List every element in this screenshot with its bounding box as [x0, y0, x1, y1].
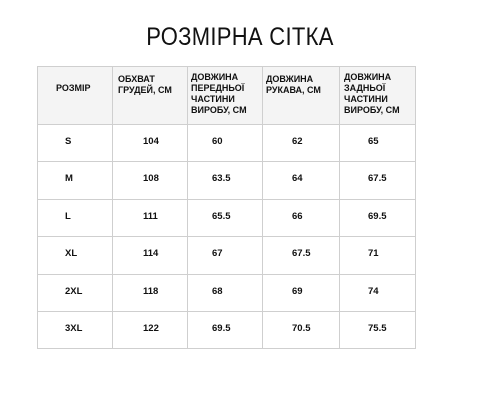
cell-chest: 104 — [143, 136, 159, 147]
cell-front-length: 63.5 — [212, 173, 231, 184]
column-divider — [187, 66, 188, 349]
cell-front-length: 69.5 — [212, 323, 231, 334]
table-border-bottom — [37, 348, 416, 349]
cell-size: XL — [65, 248, 78, 259]
cell-sleeve-length: 64 — [292, 173, 303, 184]
cell-back-length: 74 — [368, 286, 379, 297]
cell-sleeve-length: 70.5 — [292, 323, 311, 334]
cell-size: 2XL — [65, 286, 83, 297]
table-divider — [37, 161, 416, 162]
cell-back-length: 67.5 — [368, 173, 387, 184]
cell-back-length: 65 — [368, 136, 379, 147]
header-size: РОЗМІР — [56, 83, 91, 93]
cell-size: 3XL — [65, 323, 83, 334]
table-border-right — [415, 66, 416, 349]
cell-size: M — [65, 173, 73, 184]
header-back-length: ДОВЖИНА ЗАДНЬОЇ ЧАСТИНИ ВИРОБУ, СМ — [344, 72, 400, 115]
table-border-top — [37, 66, 416, 67]
cell-back-length: 71 — [368, 248, 379, 259]
column-divider — [339, 66, 340, 349]
table-divider — [37, 311, 416, 312]
cell-front-length: 60 — [212, 136, 223, 147]
table-divider — [37, 124, 416, 125]
cell-sleeve-length: 66 — [292, 211, 303, 222]
cell-chest: 111 — [143, 211, 158, 222]
table-border-left — [37, 66, 38, 349]
header-front-length: ДОВЖИНА ПЕРЕДНЬОЇ ЧАСТИНИ ВИРОБУ, СМ — [191, 72, 247, 115]
cell-back-length: 75.5 — [368, 323, 387, 334]
cell-front-length: 67 — [212, 248, 223, 259]
cell-sleeve-length: 67.5 — [292, 248, 311, 259]
cell-chest: 114 — [143, 248, 159, 259]
cell-sleeve-length: 69 — [292, 286, 303, 297]
cell-size: L — [65, 211, 71, 222]
table-divider — [37, 199, 416, 200]
cell-chest: 108 — [143, 173, 159, 184]
cell-sleeve-length: 62 — [292, 136, 303, 147]
cell-chest: 118 — [143, 286, 159, 297]
column-divider — [112, 66, 113, 349]
table-divider — [37, 274, 416, 275]
cell-back-length: 69.5 — [368, 211, 387, 222]
cell-front-length: 68 — [212, 286, 223, 297]
header-chest: ОБХВАТ ГРУДЕЙ, СМ — [118, 74, 172, 95]
cell-front-length: 65.5 — [212, 211, 231, 222]
cell-size: S — [65, 136, 72, 147]
size-chart-table — [37, 66, 416, 349]
cell-chest: 122 — [143, 323, 159, 334]
page-title: РОЗМІРНА СІТКА — [146, 22, 334, 51]
header-sleeve-length: ДОВЖИНА РУКАВА, СМ — [266, 74, 321, 95]
column-divider — [262, 66, 263, 349]
table-divider — [37, 236, 416, 237]
